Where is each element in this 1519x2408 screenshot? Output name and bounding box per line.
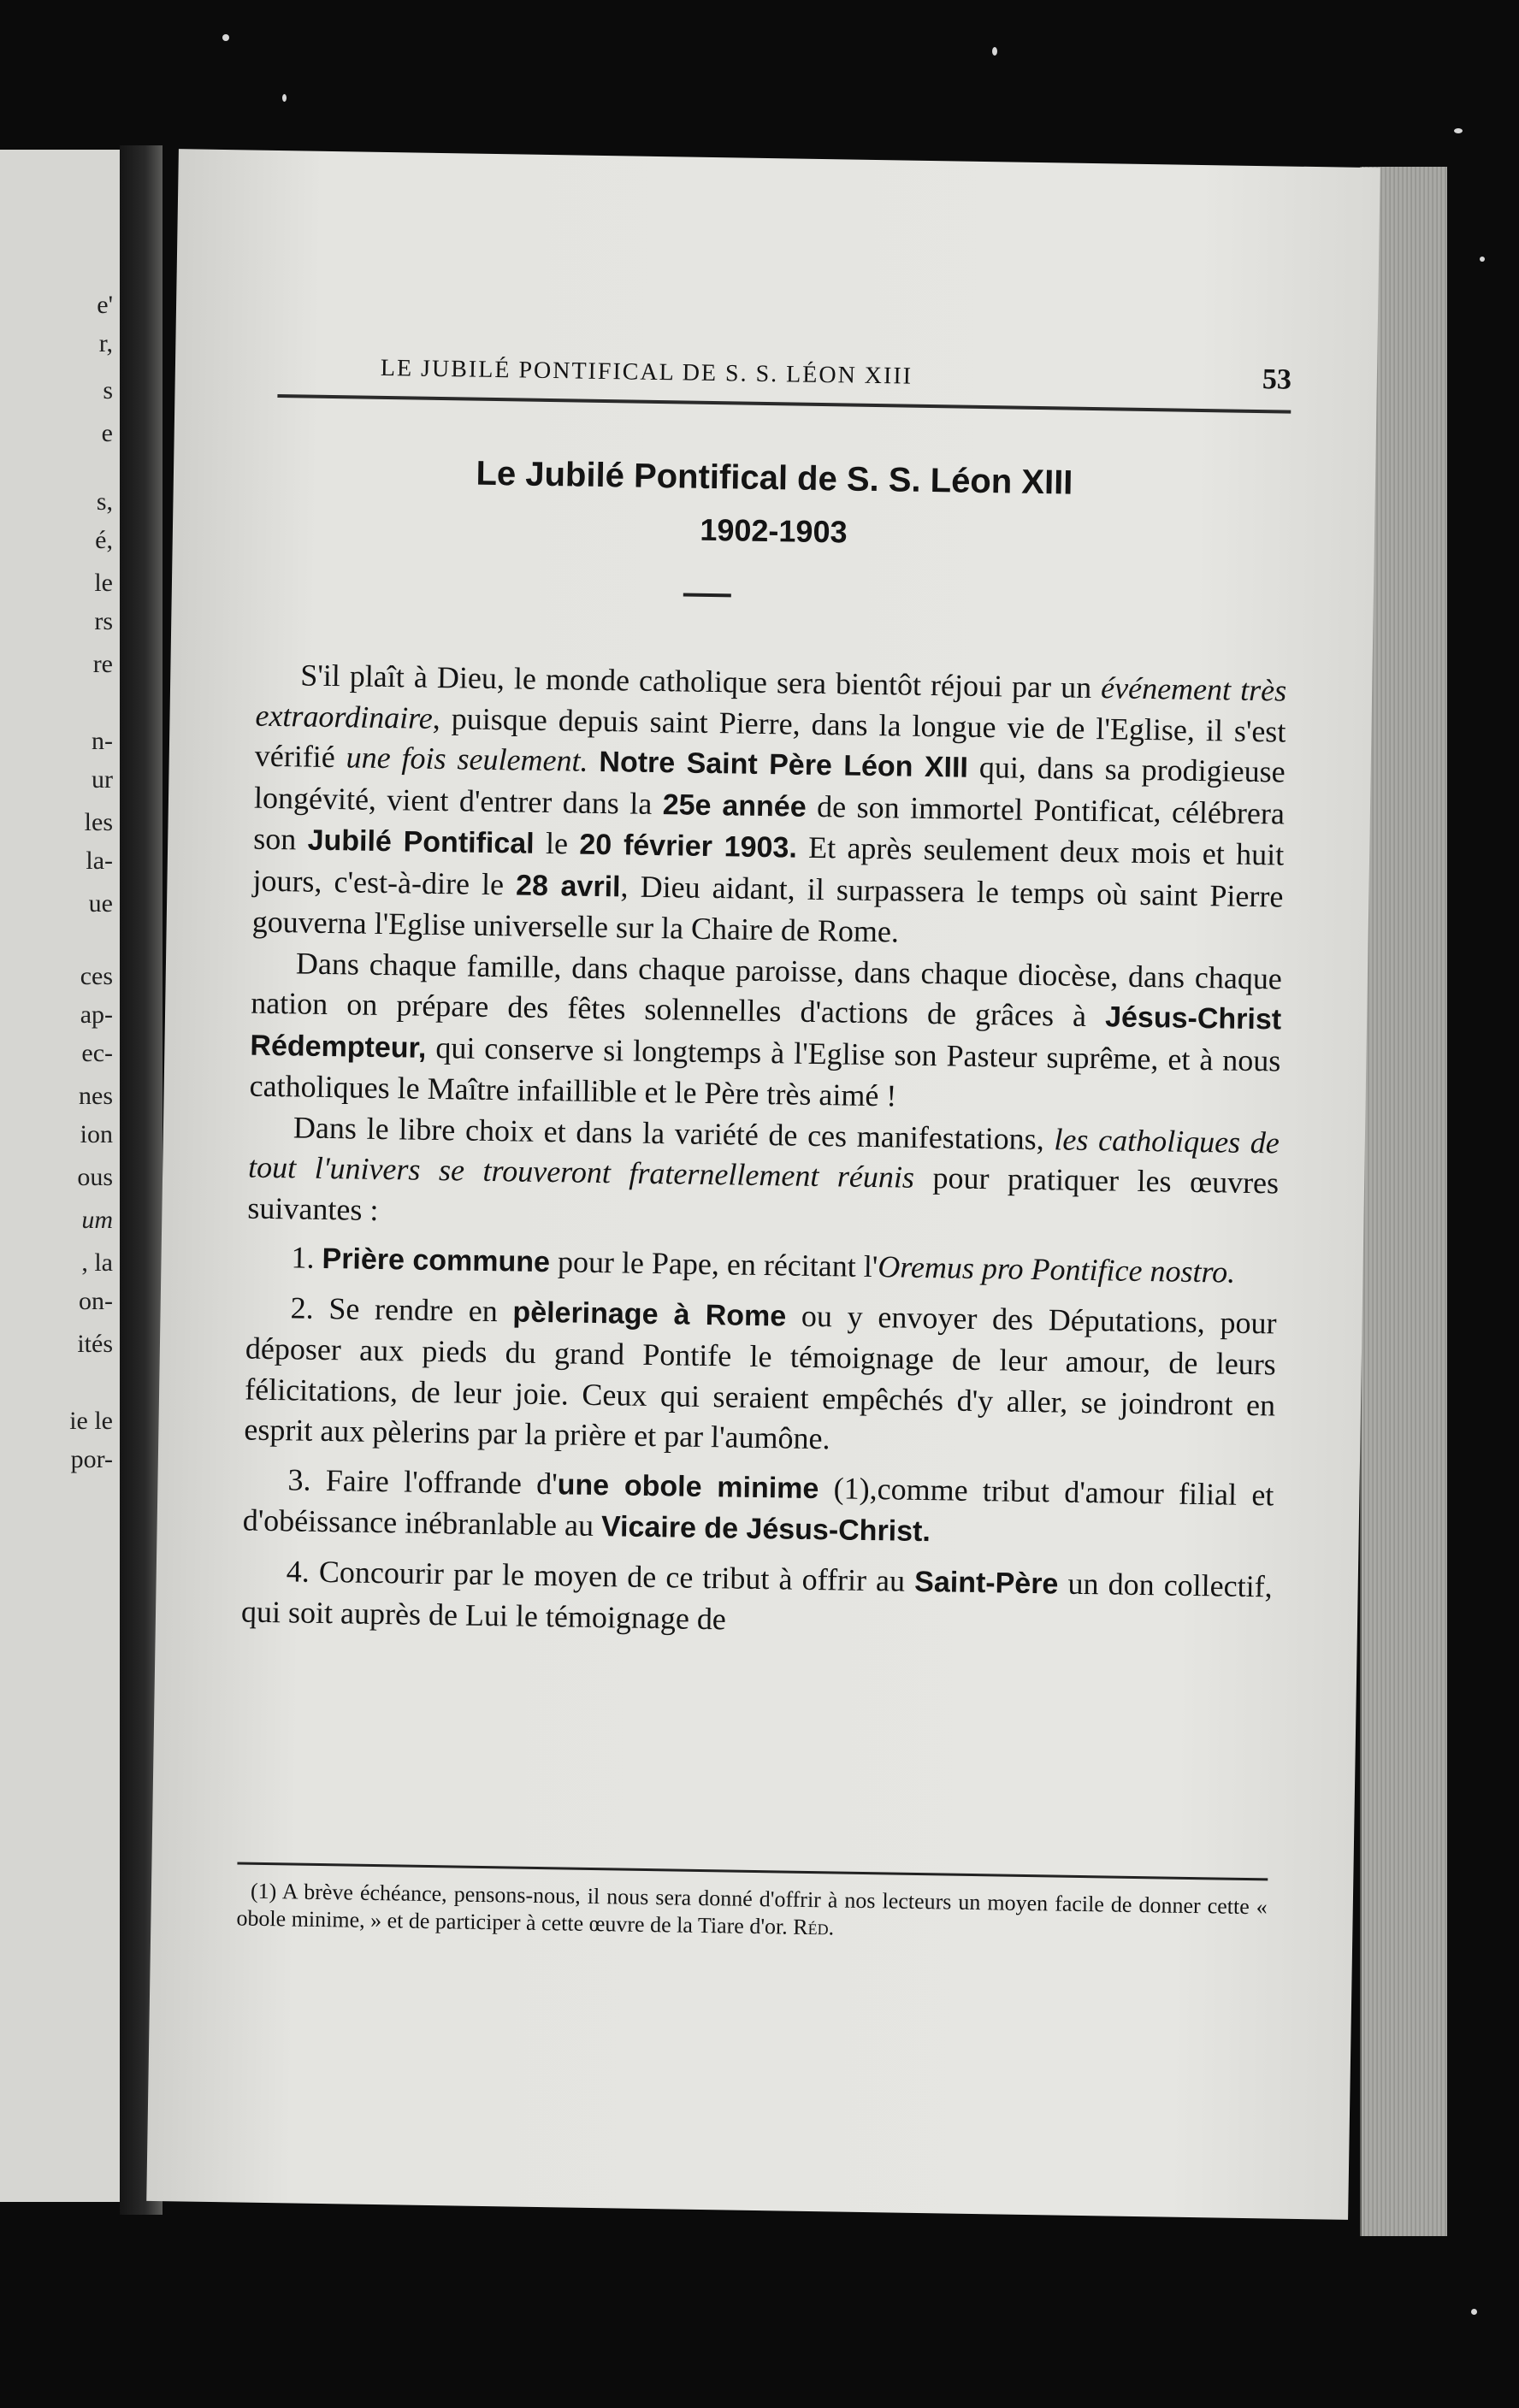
bold-text: pèlerinage à Rome [512, 1295, 787, 1332]
text-run: qui conserve si longtemps à l'Eglise son Pasteur suprême, et à nous catholiques le Maître infaillible et le Père très aimé ! [249, 1030, 1281, 1113]
left-page-fragment: ue [88, 889, 113, 918]
left-page-fragment: ap- [80, 1000, 113, 1029]
text-run: (1) A brève échéance, pensons-nous, il nous sera donné d'offrir à nos lecteurs un moyen facile de donner cette « obole minime, » et de participer à cette œuvre de la Tiare d'or. [236, 1878, 1268, 1939]
left-page-fragment: ur [92, 765, 113, 794]
text-run: un don collectif, qui soit auprès de Lui le témoignage de [240, 1566, 1274, 1637]
text-run: S'il plaît à Dieu, le monde catholique sera bientôt réjoui par un [299, 658, 1102, 705]
page-number: 53 [1262, 363, 1292, 396]
left-page-fragment: ous [77, 1163, 113, 1191]
bold-text: 28 avril [515, 868, 621, 903]
paragraph [251, 655, 1286, 959]
dust-speck [1480, 257, 1485, 262]
bold-text: Jubilé Pontifical [307, 823, 535, 860]
left-page-fragment: les [84, 808, 113, 836]
left-page-fragment: ie le [69, 1407, 113, 1435]
footnote-text [236, 1877, 1268, 1948]
running-head-title: LE JUBILÉ PONTIFICAL DE S. S. LÉON XIII [380, 354, 913, 390]
article-years: 1902-1903 [700, 511, 848, 550]
left-page-fragment: la- [86, 847, 113, 875]
left-page [0, 150, 120, 2202]
dust-speck [992, 47, 997, 56]
text-run: 1. [291, 1240, 322, 1275]
text-run: de son immortel Pontificat, célébrera son [252, 788, 1286, 857]
left-page-fragment: ec- [81, 1039, 113, 1067]
left-page-fragment: n- [92, 727, 113, 755]
text-run: 4. Concourir par le moyen de ce tribut à offrir au [286, 1553, 915, 1598]
left-page-fragment: le [94, 569, 113, 597]
dust-speck [282, 94, 287, 102]
italic-text: les catholiques de tout l'univers se trouveront fraternellement réunis [247, 1121, 1280, 1195]
left-page-fragment: , la [81, 1248, 113, 1277]
paragraph [247, 1107, 1280, 1244]
text-run [588, 744, 600, 778]
text-run: 3. Faire l'offrande d' [287, 1461, 559, 1501]
text-run: , puisque depuis saint Pierre, dans la longue vie de l'Eglise, il s'est vérifié [254, 700, 1286, 775]
left-page-fragment: um [81, 1206, 113, 1234]
bold-text: 20 février 1903. [579, 828, 798, 865]
left-page-fragment: e [101, 419, 113, 447]
text-run: qui, dans sa prodigieuse longévité, vient d'entrer dans la [253, 749, 1286, 821]
paragraph [246, 1237, 1278, 1295]
text-run: Dans le libre choix et dans la variété de ces manifestations, [293, 1109, 1055, 1156]
left-page-fragment: por- [70, 1445, 113, 1473]
left-page-fragment: r, [98, 329, 113, 357]
bold-text: une obole minime [557, 1467, 819, 1505]
italic-text: Oremus pro Pontifice nostro. [877, 1249, 1236, 1290]
bold-text: 25e année [662, 788, 807, 823]
bold-text: Vicaire de Jésus-Christ. [600, 1510, 931, 1549]
text-run: 2. Se rendre en [290, 1290, 513, 1328]
text-run: Réd. [793, 1914, 835, 1940]
left-page-fragment: s, [96, 487, 113, 516]
text-run: pour pratiquer les œuvres suivantes : [247, 1160, 1280, 1227]
italic-text: une fois seulement. [346, 740, 588, 778]
text-run: Dans chaque famille, dans chaque paroisse, dans chaque diocèse, dans chaque nation on prépare des fêtes solennelles d'actions de grâces à [250, 945, 1283, 1034]
paragraph [241, 1550, 1273, 1649]
left-page-fragment: ces [80, 962, 113, 990]
text-run: pour le Pape, en récitant l' [549, 1244, 878, 1284]
paragraph [242, 1459, 1274, 1558]
text-run: (1),comme tribut d'amour filial et d'obéissance inébranlable au [242, 1470, 1274, 1543]
article-body [241, 655, 1287, 1649]
footnote [236, 1877, 1268, 1948]
paragraph [244, 1287, 1277, 1467]
bold-text: Prière commune [322, 1242, 551, 1279]
left-page-fragment: é, [95, 526, 113, 554]
italic-text: événement très extraordinaire [255, 670, 1287, 735]
running-head [277, 351, 1291, 414]
bold-text: Notre Saint Père Léon XIII [599, 745, 969, 784]
dust-speck [222, 34, 229, 41]
left-page-fragment: ion [80, 1120, 113, 1148]
article-title: Le Jubilé Pontifical de S. S. Léon XIII [476, 454, 1073, 502]
left-page-fragment: rs [94, 607, 113, 635]
bold-text: Jésus-Christ Rédempteur, [250, 1000, 1282, 1065]
text-run: ou y envoyer des Députations, pour déposer aux pieds du grand Pontife le témoignage de leur amour, de leurs félicitations, de leur joie. Ceux qui seraient empêchés d'y aller, se joindront en esprit aux pèlerins par la prière et par l'aumône. [244, 1297, 1277, 1456]
dust-speck [1471, 2309, 1477, 2315]
paragraph [249, 942, 1282, 1123]
left-page-fragment: e' [97, 291, 113, 319]
left-page-fragment: ités [77, 1330, 113, 1358]
left-page-fragment: on- [79, 1287, 113, 1315]
footnote-rule [237, 1862, 1268, 1880]
left-page-fragment: s [103, 376, 113, 404]
left-page-fragment: nes [79, 1082, 113, 1110]
text-run: le [534, 825, 580, 861]
bold-text: Saint-Père [913, 1565, 1059, 1601]
book-page [146, 149, 1380, 2220]
text-run: Et après seulement deux mois et huit jours, c'est-à-dire le [252, 829, 1285, 901]
left-page-fragment: re [92, 650, 113, 678]
dust-speck [1454, 128, 1463, 133]
text-run: , Dieu aidant, il surpassera le temps où saint Pierre gouverna l'Eglise universelle sur la Chaire de Rome. [251, 868, 1284, 949]
title-separator [683, 593, 731, 597]
